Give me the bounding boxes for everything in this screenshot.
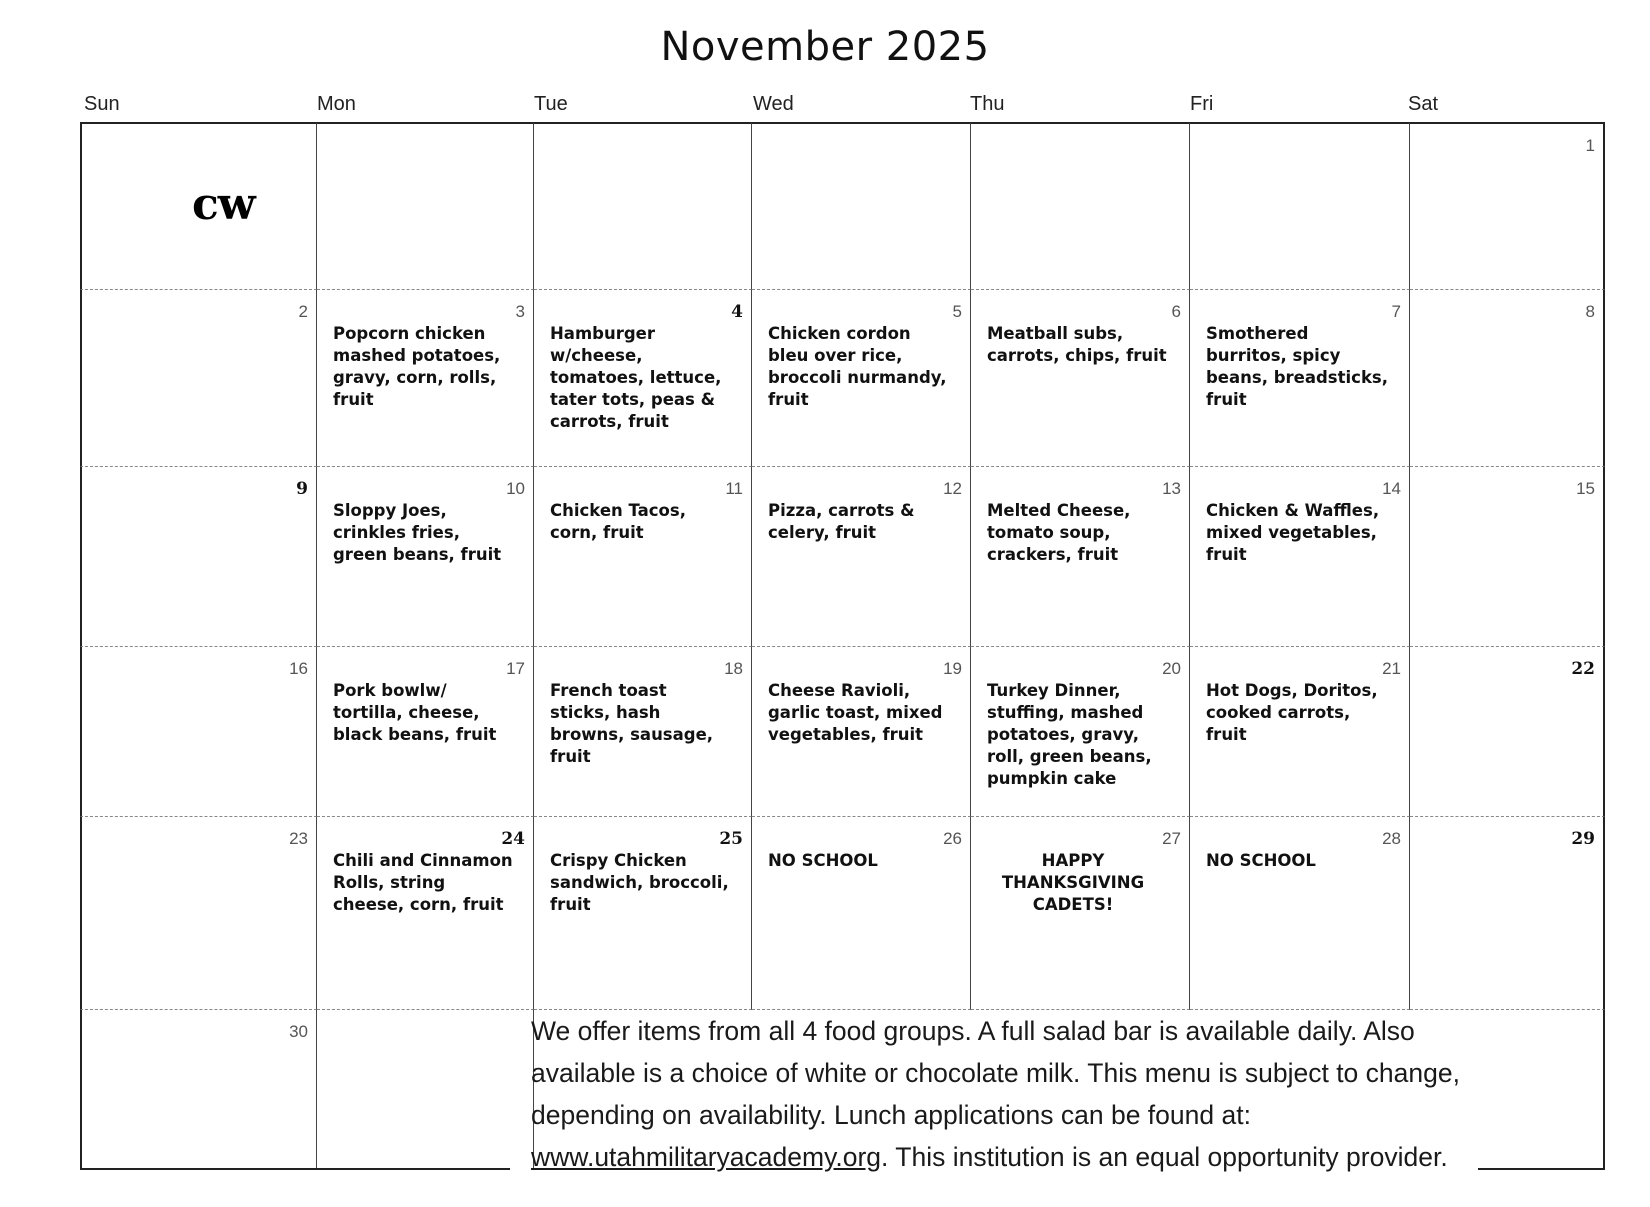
menu-text: Meatball subs, carrots, chips, fruit (987, 324, 1167, 365)
weekday-wed: Wed (753, 93, 794, 115)
day-cell (752, 290, 971, 467)
day-cell (1410, 122, 1605, 290)
day-number: 5 (952, 302, 962, 321)
footer-text: We offer items from all 4 food groups. A full salad bar is available daily. Also available is a choice of white or chocolate milk. This menu is subject to change, depending on availability. Lunch applications can be found at: (531, 1016, 1460, 1130)
day-number: 10 (506, 479, 525, 498)
day-number: 4 (731, 302, 743, 322)
day-number: 19 (943, 659, 962, 678)
day-cell (80, 467, 317, 647)
menu-text: Cheese Ravioli, garlic toast, mixed vegetables, fruit (768, 681, 943, 744)
day-number: 26 (943, 829, 962, 848)
day-cell (317, 467, 534, 647)
day-number: 2 (298, 302, 308, 321)
day-number: 29 (1571, 829, 1595, 849)
day-cell (752, 467, 971, 647)
day-cell (1410, 647, 1605, 817)
footer-note (531, 1010, 1491, 1178)
day-number: 21 (1382, 659, 1401, 678)
weekday-sun: Sun (84, 93, 120, 115)
day-number: 30 (289, 1022, 308, 1041)
weekday-thu: Thu (970, 93, 1005, 115)
day-cell (534, 647, 752, 817)
menu-text: Chicken & Waffles, mixed vegetables, fruit (1206, 501, 1380, 564)
day-cell (80, 122, 317, 290)
weekday-tue: Tue (534, 93, 568, 115)
day-number: 7 (1391, 302, 1401, 321)
day-cell (317, 647, 534, 817)
menu-text: Pork bowlw/ tortilla, cheese, black beans, fruit (333, 681, 497, 744)
day-cell (752, 817, 971, 1010)
menu-text: Chili and Cinnamon Rolls, string cheese, corn, fruit (333, 851, 513, 914)
day-cell (1190, 290, 1410, 467)
day-number: 13 (1162, 479, 1181, 498)
day-cell (534, 467, 752, 647)
day-number: 11 (725, 479, 743, 498)
day-cell (534, 290, 752, 467)
menu-text: Crispy Chicken sandwich, broccoli, fruit (550, 851, 729, 914)
school-logo: cw (192, 179, 255, 230)
weekday-sat: Sat (1408, 93, 1439, 115)
menu-text: French toast sticks, hash browns, sausage, fruit (550, 681, 714, 766)
grid-bottom-border (80, 1168, 510, 1170)
day-cell (1190, 647, 1410, 817)
day-number: 27 (1162, 829, 1181, 848)
weekday-fri: Fri (1190, 93, 1214, 115)
day-cell (752, 122, 971, 290)
menu-text: Chicken cordon bleu over rice, broccoli nurmandy, fruit (768, 324, 947, 409)
footer-text-end: . This institution is an equal opportunity provider. (881, 1142, 1448, 1172)
day-cell (752, 647, 971, 817)
day-cell (1410, 817, 1605, 1010)
menu-text: Pizza, carrots & celery, fruit (768, 501, 915, 542)
day-number: 22 (1571, 659, 1595, 679)
day-cell (1190, 467, 1410, 647)
day-cell (317, 817, 534, 1010)
day-cell (1190, 817, 1410, 1010)
day-number: 12 (943, 479, 962, 498)
day-number: 25 (719, 829, 743, 849)
day-cell (534, 122, 752, 290)
grid-bottom-border-right (1478, 1168, 1605, 1170)
page-title: November 2025 (660, 24, 990, 70)
menu-text: Hamburger w/cheese, tomatoes, lettuce, tater tots, peas & carrots, fruit (550, 324, 722, 431)
day-number: 28 (1382, 829, 1401, 848)
day-cell (971, 122, 1190, 290)
day-number: 6 (1171, 302, 1181, 321)
menu-text: NO SCHOOL (768, 851, 878, 870)
day-cell (971, 467, 1190, 647)
day-cell (971, 647, 1190, 817)
menu-text: Sloppy Joes, crinkles fries, green beans, fruit (333, 501, 502, 564)
day-number: 18 (724, 659, 743, 678)
day-number: 14 (1382, 479, 1401, 498)
day-cell (317, 1010, 534, 1170)
day-cell (80, 1010, 317, 1170)
menu-text: Smothered burritos, spicy beans, breadsticks, fruit (1206, 324, 1389, 409)
day-number: 24 (501, 829, 525, 849)
day-number: 15 (1576, 479, 1595, 498)
weekday-mon: Mon (317, 93, 356, 115)
day-number: 16 (289, 659, 308, 678)
day-cell (80, 817, 317, 1010)
website-link[interactable]: www.utahmilitaryacademy.org (531, 1142, 882, 1172)
grid-right-edge (1603, 1010, 1605, 1170)
day-cell (1410, 290, 1605, 467)
day-cell (534, 817, 752, 1010)
day-number: 3 (515, 302, 525, 321)
day-cell (317, 290, 534, 467)
menu-text: Chicken Tacos, corn, fruit (550, 501, 686, 542)
menu-text: Popcorn chicken mashed potatoes, gravy, corn, rolls, fruit (333, 324, 501, 409)
day-cell (1190, 122, 1410, 290)
day-number: 20 (1162, 659, 1181, 678)
day-cell (1410, 467, 1605, 647)
day-cell (80, 290, 317, 467)
day-cell (971, 290, 1190, 467)
day-number: 17 (506, 659, 525, 678)
menu-text: Turkey Dinner, stuffing, mashed potatoes, gravy, roll, green beans, pumpkin cake (987, 681, 1152, 788)
day-number: 1 (1585, 136, 1595, 155)
day-cell (971, 817, 1190, 1010)
day-number: 9 (296, 479, 308, 499)
day-number: 8 (1585, 302, 1595, 321)
day-cell (80, 647, 317, 817)
day-cell (317, 122, 534, 290)
day-number: 23 (289, 829, 308, 848)
menu-text: Melted Cheese, tomato soup, crackers, fruit (987, 501, 1131, 564)
menu-text: HAPPY THANKSGIVING CADETS! (1001, 851, 1145, 914)
menu-text: NO SCHOOL (1206, 851, 1316, 870)
menu-text: Hot Dogs, Doritos, cooked carrots, fruit (1206, 681, 1378, 744)
